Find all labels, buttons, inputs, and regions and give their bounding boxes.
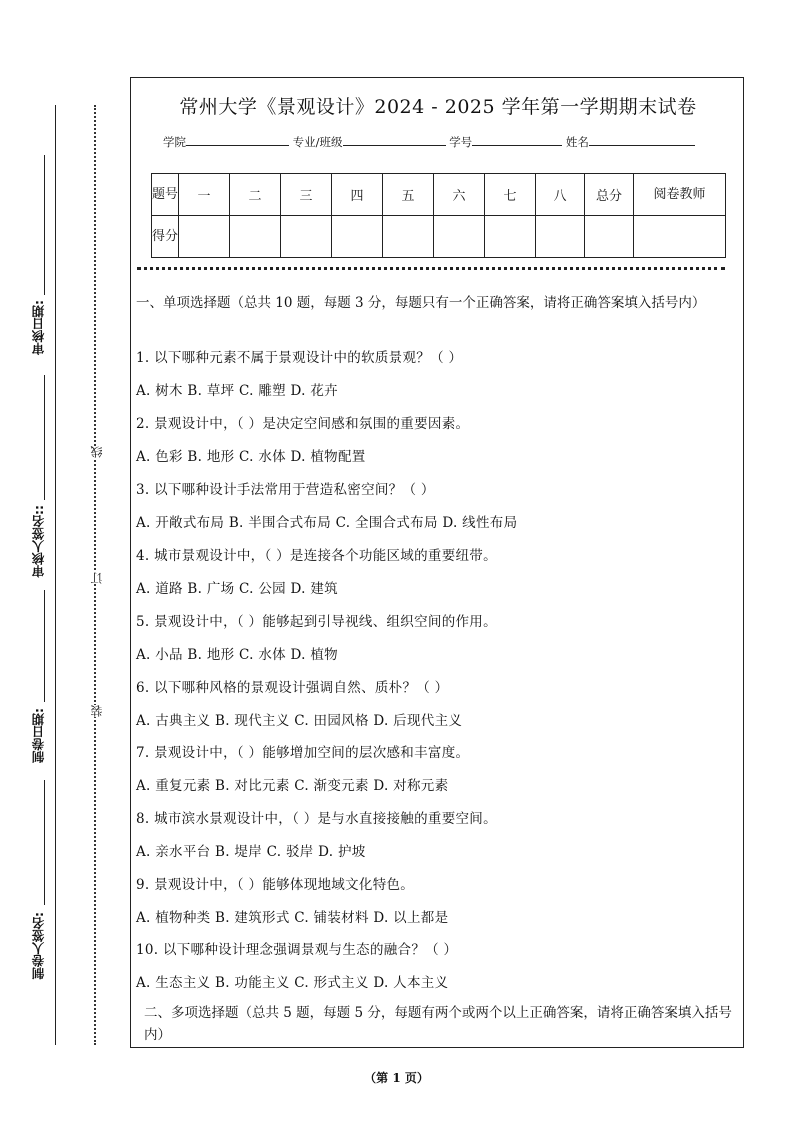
score-cell <box>179 216 230 258</box>
binding-char-xian: 线 <box>90 446 104 458</box>
question-9: 9. 景观设计中，（ ）能够体现地域文化特色。 <box>136 877 415 893</box>
reviewer-sign-blank <box>44 375 45 500</box>
name-blank <box>589 133 695 146</box>
make-date-label: 制卷日期: <box>31 708 46 763</box>
binding-char-ding: 订 <box>90 572 104 584</box>
maker-sign-blank <box>44 780 45 905</box>
score-table <box>151 173 726 258</box>
score-col-grader: 阅卷教师 <box>634 174 726 216</box>
exam-title: 常州大学《景观设计》2024 - 2025 学年第一学期期末试卷 <box>179 96 697 118</box>
score-col-1: 一 <box>179 174 230 216</box>
question-5: 5. 景观设计中，（ ）能够起到引导视线、组织空间的作用。 <box>136 614 497 630</box>
left-margin-line <box>55 105 56 1045</box>
question-7-options: A. 重复元素 B. 对比元素 C. 渐变元素 D. 对称元素 <box>136 778 449 794</box>
review-date-label: 审核日期: <box>31 300 46 355</box>
score-col-2: 二 <box>230 174 281 216</box>
exam-frame <box>130 77 744 1048</box>
question-2-options: A. 色彩 B. 地形 C. 水体 D. 植物配置 <box>136 449 366 465</box>
question-10-options: A. 生态主义 B. 功能主义 C. 形式主义 D. 人本主义 <box>136 975 449 991</box>
question-7: 7. 景观设计中，（ ）能够增加空间的层次感和丰富度。 <box>136 745 470 761</box>
question-2: 2. 景观设计中，（ ）是决定空间感和氛围的重要因素。 <box>136 416 470 432</box>
question-8-options: A. 亲水平台 B. 堤岸 C. 驳岸 D. 护坡 <box>136 844 366 860</box>
score-cell <box>434 216 485 258</box>
score-cell <box>634 216 726 258</box>
score-col-tihao: 题号 <box>152 174 179 216</box>
college-label: 学院 <box>163 135 186 149</box>
major-blank <box>343 133 446 146</box>
score-col-4: 四 <box>332 174 383 216</box>
score-cell <box>281 216 332 258</box>
college-blank <box>186 133 289 146</box>
question-5-options: A. 小品 B. 地形 C. 水体 D. 植物 <box>136 647 338 663</box>
score-col-7: 七 <box>485 174 536 216</box>
score-cell <box>383 216 434 258</box>
binding-char-zhuang: 装 <box>90 705 104 717</box>
score-col-total: 总分 <box>585 174 634 216</box>
score-cell <box>332 216 383 258</box>
question-9-options: A. 植物种类 B. 建筑形式 C. 铺装材料 D. 以上都是 <box>136 910 449 926</box>
question-1: 1. 以下哪种元素不属于景观设计中的软质景观？（ ） <box>136 350 463 366</box>
score-cell <box>485 216 536 258</box>
score-col-6: 六 <box>434 174 485 216</box>
score-table-score-row <box>152 216 726 258</box>
name-label: 姓名 <box>565 135 589 149</box>
make-date-blank <box>44 590 45 702</box>
question-1-options: A. 树木 B. 草坪 C. 雕塑 D. 花卉 <box>136 383 338 399</box>
score-cell <box>230 216 281 258</box>
score-table-header-row <box>152 174 726 216</box>
major-label: 专业/班级 <box>292 135 343 149</box>
question-8: 8. 城市滨水景观设计中，（ ）是与水直接接触的重要空间。 <box>136 811 497 827</box>
question-6: 6. 以下哪种风格的景观设计强调自然、质朴？（ ） <box>136 680 449 696</box>
question-10: 10. 以下哪种设计理念强调景观与生态的融合？（ ） <box>136 942 458 958</box>
section1-heading: 一、单项选择题（总共 10 题，每题 3 分，每题只有一个正确答案，请将正确答案填入括号内） <box>136 295 706 311</box>
score-col-3: 三 <box>281 174 332 216</box>
question-4-options: A. 道路 B. 广场 C. 公园 D. 建筑 <box>136 581 338 597</box>
question-6-options: A. 古典主义 B. 现代主义 C. 田园风格 D. 后现代主义 <box>136 713 463 729</box>
maker-sign-label: 制卷人签名: <box>31 912 46 980</box>
question-3: 3. 以下哪种设计手法常用于营造私密空间？（ ） <box>136 482 435 498</box>
question-4: 4. 城市景观设计中，（ ）是连接各个功能区域的重要纽带。 <box>136 548 497 564</box>
score-col-8: 八 <box>536 174 585 216</box>
student-info-row <box>163 133 695 150</box>
question-3-options: A. 开敞式布局 B. 半围合式布局 C. 全围合式布局 D. 线性布局 <box>136 515 518 531</box>
review-date-blank <box>44 155 45 295</box>
separator-dotted <box>137 267 725 270</box>
score-row-label: 得分 <box>152 216 179 258</box>
reviewer-sign-label: 审核人签名:: <box>31 505 46 578</box>
section2-heading: 二、多项选择题（总共 5 题，每题 5 分，每题有两个或两个以上正确答案，请将正确答案填入括号内） <box>144 1005 732 1043</box>
score-cell <box>536 216 585 258</box>
student-id-label: 学号 <box>449 135 473 149</box>
score-col-5: 五 <box>383 174 434 216</box>
page-number: （第 1 页） <box>364 1071 429 1085</box>
score-cell <box>585 216 634 258</box>
student-id-blank <box>472 133 562 146</box>
